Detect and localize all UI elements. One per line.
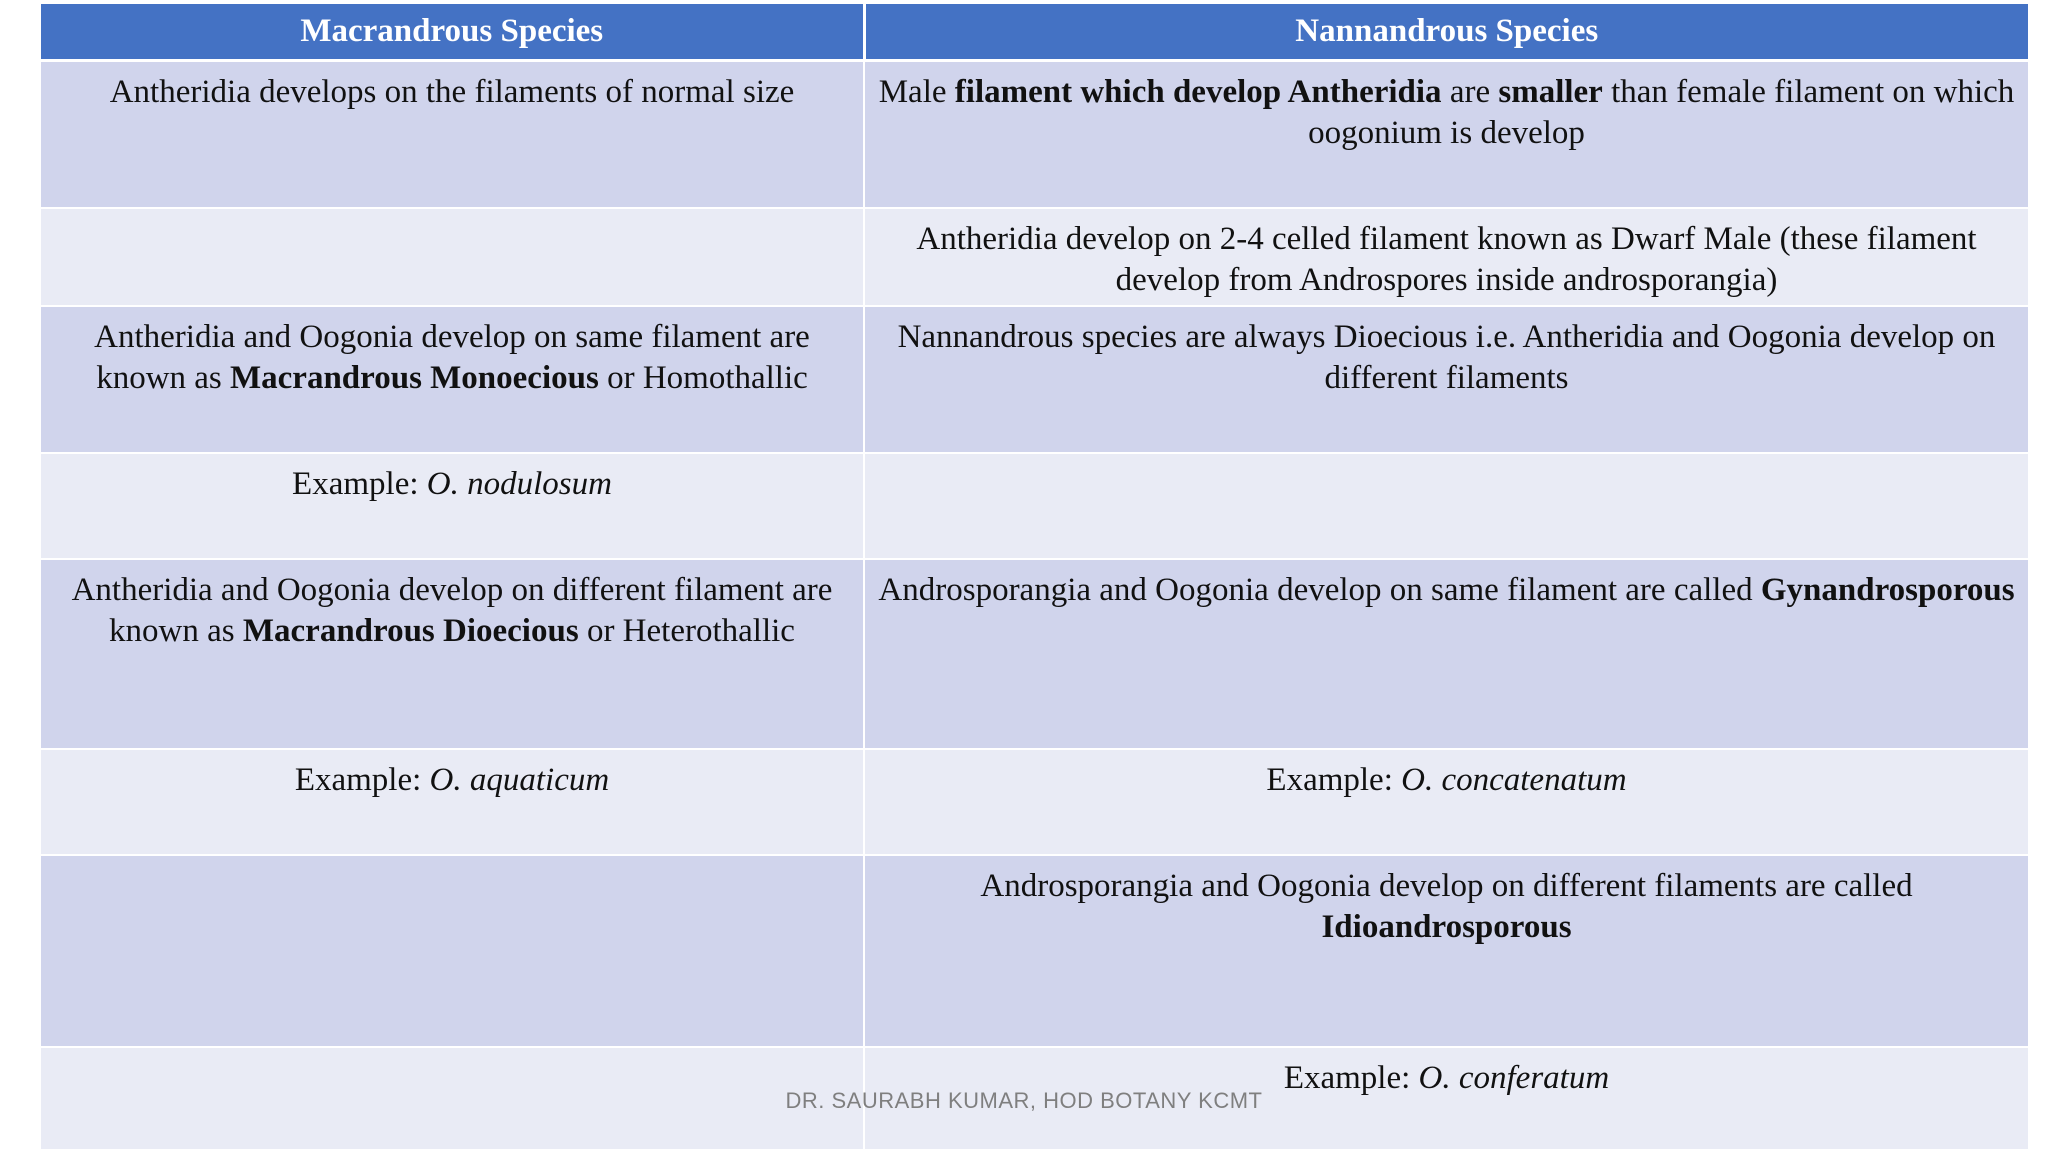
cell-nannandrous xyxy=(864,559,2028,749)
table-row xyxy=(41,749,2028,855)
cell-nannandrous xyxy=(864,61,2028,208)
cell-macrandrous-empty xyxy=(41,855,864,1047)
species-name: O. nodulosum xyxy=(426,465,612,502)
table-row xyxy=(41,855,2028,1047)
cell-nannandrous-empty xyxy=(864,453,2028,559)
cell-nannandrous xyxy=(864,855,2028,1047)
cell-macrandrous-empty xyxy=(41,208,864,306)
cell-macrandrous xyxy=(41,306,864,453)
cell-text: Antheridia and Oogonia develop on same filament are known as xyxy=(94,318,810,396)
species-name: O. concatenatum xyxy=(1401,761,1627,798)
cell-macrandrous xyxy=(41,749,864,855)
cell-text: or Heterothallic xyxy=(578,612,795,649)
cell-text: Antheridia and Oogonia develop on different filament are known as xyxy=(71,571,833,649)
cell-text: Androsporangia and Oogonia develop on different filaments are called xyxy=(980,867,1913,904)
cell-text: than female filament on which oogonium is develop xyxy=(1308,74,2015,151)
cell-text: Androsporangia and Oogonia develop on same filament are called xyxy=(878,571,1761,608)
table-row xyxy=(41,559,2028,749)
cell-bold-text: smaller xyxy=(1498,74,1603,110)
cell-text: Antheridia develops on the filaments of normal size xyxy=(109,74,795,110)
cell-text: are xyxy=(1441,74,1499,110)
cell-macrandrous xyxy=(41,453,864,559)
cell-bold-text: filament which develop Antheridia xyxy=(954,74,1442,110)
cell-text: Male xyxy=(878,74,955,110)
cell-nannandrous xyxy=(864,208,2028,306)
example-label: Example: xyxy=(292,465,427,502)
cell-bold-text: Macrandrous Monoecious xyxy=(230,359,599,396)
cell-text: or Homothallic xyxy=(598,359,808,396)
cell-nannandrous xyxy=(864,306,2028,453)
cell-macrandrous xyxy=(41,559,864,749)
example-label: Example: xyxy=(1266,761,1402,798)
header-macrandrous: Macrandrous Species xyxy=(41,4,864,61)
species-name: O. aquaticum xyxy=(429,761,610,798)
table-row xyxy=(41,453,2028,559)
comparison-table xyxy=(41,4,2028,1151)
table-row xyxy=(41,306,2028,453)
cell-bold-text: Gynandrosporous xyxy=(1760,571,2015,608)
cell-nannandrous xyxy=(864,749,2028,855)
example-label: Example: xyxy=(294,761,430,798)
cell-bold-text: Macrandrous Dioecious xyxy=(242,612,579,649)
table-row xyxy=(41,61,2028,208)
example-label: Example: xyxy=(1283,1059,1419,1096)
species-name: O. conferatum xyxy=(1418,1059,1610,1096)
header-nannandrous: Nannandrous Species xyxy=(864,4,2028,61)
cell-bold-text: Idioandrosporous xyxy=(1321,908,1572,945)
cell-macrandrous xyxy=(41,61,864,208)
cell-text: Antheridia develop on 2-4 celled filament known as Dwarf Male (these filament develop from Androspores inside androsporangia) xyxy=(916,220,1977,298)
table-header-row xyxy=(41,4,2028,61)
table-row xyxy=(41,208,2028,306)
cell-text: Nannandrous species are always Dioecious i.e. Antheridia and Oogonia develop on different filaments xyxy=(897,318,1996,396)
slide-footer: DR. SAURABH KUMAR, HOD BOTANY KCMT xyxy=(785,1088,1263,1113)
